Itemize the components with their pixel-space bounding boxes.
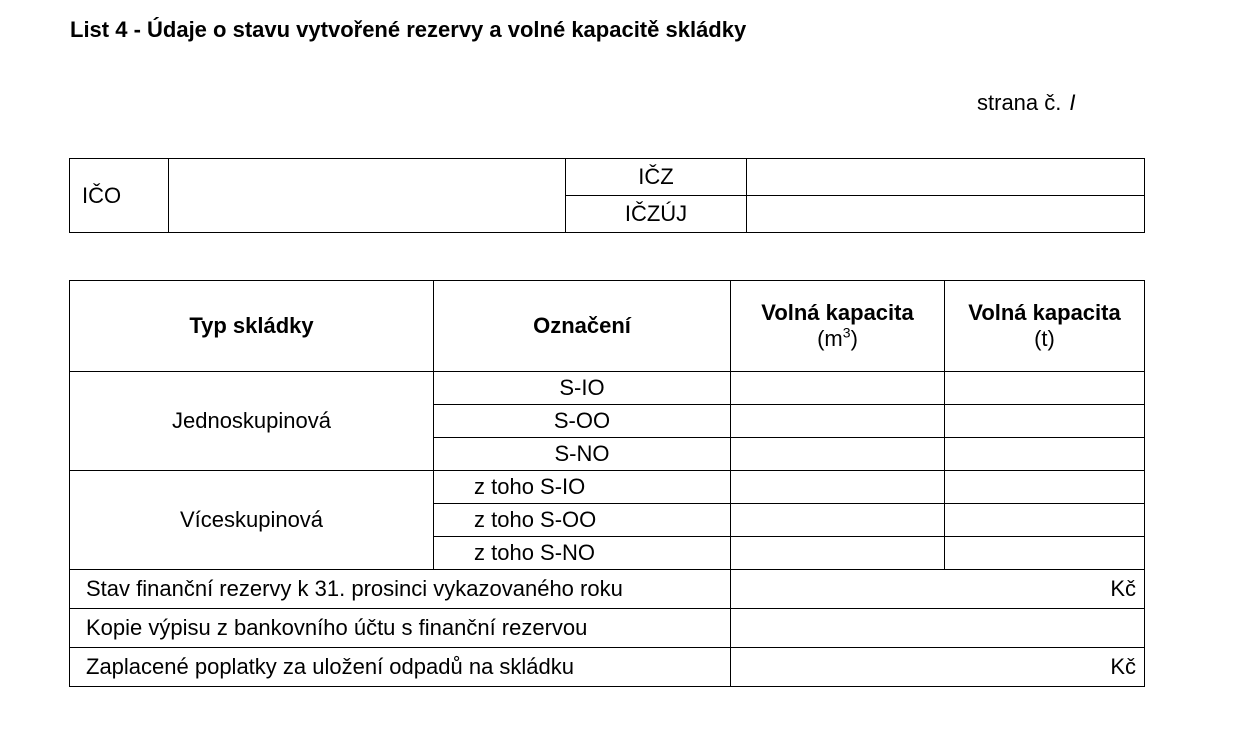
capacity-t-field[interactable] [945,372,1145,405]
capacity-m3-field[interactable] [731,504,945,537]
financial-reserve-field[interactable]: Kč [731,570,1145,609]
group-multi: Víceskupinová [70,471,434,570]
designation-cell: S-OO [434,405,731,438]
ico-label: IČO [70,159,169,233]
summary-row [70,609,1145,648]
capacity-t-field[interactable] [945,504,1145,537]
page-number [977,90,1076,116]
capacity-m3-field[interactable] [731,405,945,438]
table-header-row [70,281,1145,372]
header-capacity-t-title: Volná kapacita [968,300,1121,325]
iczuj-field[interactable] [747,196,1145,233]
capacity-m3-field[interactable] [731,438,945,471]
summary-row [70,570,1145,609]
icz-field[interactable] [747,159,1145,196]
designation-cell: S-NO [434,438,731,471]
group-single: Jednoskupinová [70,372,434,471]
capacity-t-field[interactable] [945,405,1145,438]
header-landfill-type: Typ skládky [70,281,434,372]
designation-cell: S-IO [434,372,731,405]
capacity-t-field[interactable] [945,438,1145,471]
paid-fees-label: Zaplacené poplatky za uložení odpadů na skládku [70,648,731,687]
header-capacity-t [945,281,1145,372]
header-capacity-t-unit: (t) [1034,326,1055,351]
page-number-value: I [1069,90,1076,115]
capacity-m3-field[interactable] [731,372,945,405]
bank-statement-field[interactable] [731,609,1145,648]
summary-row [70,648,1145,687]
designation-cell: z toho S-OO [434,504,731,537]
table-row [70,471,1145,504]
table-row [70,372,1145,405]
paid-fees-field[interactable]: Kč [731,648,1145,687]
page-number-label: strana č. [977,90,1062,115]
capacity-m3-field[interactable] [731,537,945,570]
capacity-t-field[interactable] [945,471,1145,504]
financial-reserve-label: Stav finanční rezervy k 31. prosinci vykazovaného roku [70,570,731,609]
page-title: List 4 - Údaje o stavu vytvořené rezervy a volné kapacitě skládky [70,17,747,42]
header-capacity-m3 [731,281,945,372]
header-designation: Označení [434,281,731,372]
ico-field[interactable] [169,159,566,233]
designation-cell: z toho S-IO [434,471,731,504]
icz-label: IČZ [566,159,747,196]
landfill-capacity-table [69,280,1145,687]
capacity-m3-field[interactable] [731,471,945,504]
header-capacity-m3-unit: $(m^3)$ [817,324,858,351]
iczuj-label: IČZÚJ [566,196,747,233]
header-capacity-m3-title: Volná kapacita [761,300,914,325]
capacity-t-field[interactable] [945,537,1145,570]
designation-cell: z toho S-NO [434,537,731,570]
bank-statement-label: Kopie výpisu z bankovního účtu s finanční rezervou [70,609,731,648]
identification-table [69,158,1145,233]
